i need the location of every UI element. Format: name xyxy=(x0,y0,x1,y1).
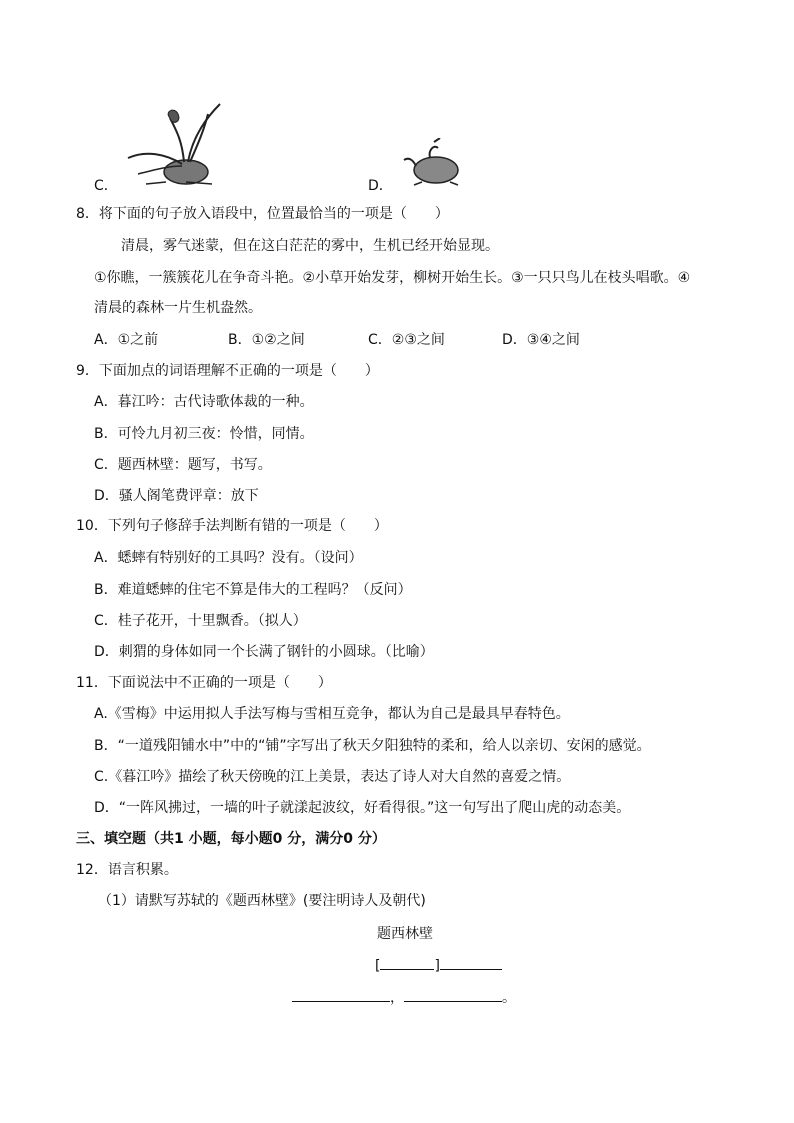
poet-dynasty-line xyxy=(375,955,502,976)
period: 。 xyxy=(502,990,516,1006)
question-10-option-d: D．刺猬的身体如同一个长满了钢针的小圆球。（比喻） xyxy=(94,644,434,660)
poet-blank[interactable] xyxy=(440,955,502,970)
question-10-stem: 10．下列句子修辞手法判断有错的一项是（ ） xyxy=(76,518,388,534)
bracket-open: [ xyxy=(375,958,381,974)
question-8-option-d: D．③④之间 xyxy=(502,332,580,348)
poem-title: 题西林壁 xyxy=(377,926,433,942)
question-11-option-a: A.《雪梅》中运用拟人手法写梅与雪相互竞争，都认为自己是最具早春特色。 xyxy=(94,706,570,722)
option-c-label: C． xyxy=(94,178,118,194)
question-8-passage-line1: ①你瞧，一簇簇花儿在争奇斗艳。②小草开始发芽，柳树开始生长。③一只只鸟儿在枝头唱歌。④ xyxy=(94,270,691,286)
poem-line-1 xyxy=(292,987,516,1008)
poem-blank-1[interactable] xyxy=(292,987,390,1002)
question-8-option-c: C．②③之间 xyxy=(368,332,445,348)
question-9-option-b: B．可怜九月初三夜：怜惜，同情。 xyxy=(94,426,314,442)
question-9-option-c: C．题西林壁：题写，书写。 xyxy=(94,457,272,473)
question-10-option-a: A．蟋蟀有特别好的工具吗？没有。（设问） xyxy=(94,550,363,566)
comma: ， xyxy=(390,990,404,1006)
poem-blank-2[interactable] xyxy=(404,987,502,1002)
question-8-option-b: B．①②之间 xyxy=(228,332,305,348)
bracket-close: ] xyxy=(434,958,440,974)
question-11-option-d: D．“一阵风拂过，一墙的叶子就漾起波纹，好看得很。”这一句写出了爬山虎的动态美。 xyxy=(94,800,631,816)
plant-illustration-c xyxy=(126,100,228,186)
section-3-heading: 三、填空题（共1 小题，每小题0 分，满分0 分） xyxy=(76,831,386,847)
question-11-option-b: B．“一道残阳铺水中”中的“铺”字写出了秋天夕阳独特的柔和，给人以亲切、安闲的感觉。 xyxy=(94,738,651,754)
question-9-stem: 9．下面加点的词语理解不正确的一项是（ ） xyxy=(76,363,379,379)
question-10-option-b: B．难道蟋蟀的住宅不算是伟大的工程吗？（反问） xyxy=(94,582,412,598)
question-12-stem: 12．语言积累。 xyxy=(76,862,178,878)
dynasty-blank[interactable] xyxy=(380,955,434,970)
question-8-stem: 8．将下面的句子放入语段中，位置最恰当的一项是（ ） xyxy=(76,206,449,222)
question-11-option-c: C.《暮江吟》描绘了秋天傍晚的江上美景，表达了诗人对大自然的喜爱之情。 xyxy=(94,769,571,785)
question-11-stem: 11．下面说法中不正确的一项是（ ） xyxy=(76,675,332,691)
question-8-passage-line2: 清晨的森林一片生机盎然。 xyxy=(94,300,262,316)
question-12-sub1: （1）请默写苏轼的《题西林壁》(要注明诗人及朝代) xyxy=(98,893,426,909)
question-8-sentence: 清晨，雾气迷蒙，但在这白茫茫的雾中，生机已经开始显现。 xyxy=(121,238,499,254)
question-10-option-c: C．桂子花开，十里飘香。（拟人） xyxy=(94,613,307,629)
bulb-illustration-d xyxy=(400,138,466,186)
question-9-option-d: D．骚人阁笔费评章：放下 xyxy=(94,488,259,504)
question-8-option-a: A．①之前 xyxy=(94,332,159,348)
question-9-option-a: A．暮江吟：古代诗歌体裁的一种。 xyxy=(94,394,314,410)
option-d-label: D． xyxy=(368,178,393,194)
